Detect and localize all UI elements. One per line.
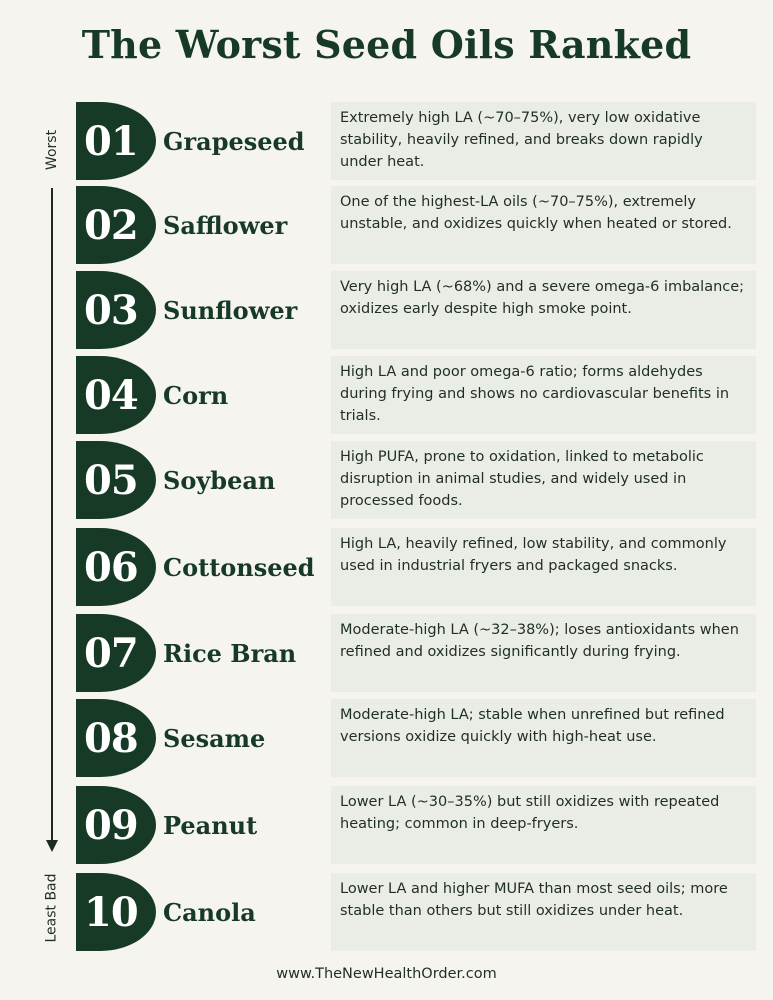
arrow-down-icon	[46, 840, 58, 852]
rank-badge: 06	[76, 528, 156, 606]
oil-row-6	[76, 528, 756, 606]
oil-description: High PUFA, prone to oxidation, linked to metabolic disruption in animal studies, and widely used in processed foods.	[331, 441, 756, 519]
oil-description: Moderate-high LA (~32–38%); loses antioxidants when refined and oxidizes significantly during frying.	[331, 614, 756, 692]
axis-line	[51, 188, 53, 843]
rank-badge: 09	[76, 786, 156, 864]
oil-name: Safflower	[163, 210, 288, 240]
oil-name: Cottonseed	[163, 552, 315, 582]
oil-row-10	[76, 873, 756, 951]
oil-name: Corn	[163, 380, 229, 410]
oil-row-8	[76, 699, 756, 777]
oil-row-2	[76, 186, 756, 264]
rank-badge: 01	[76, 102, 156, 180]
oil-description: Lower LA and higher MUFA than most seed oils; more stable than others but still oxidizes under heat.	[331, 873, 756, 951]
rank-badge: 04	[76, 356, 156, 434]
oil-name: Canola	[163, 897, 256, 927]
oil-row-4	[76, 356, 756, 434]
oil-name: Soybean	[163, 465, 276, 495]
rank-badge: 03	[76, 271, 156, 349]
oil-row-7	[76, 614, 756, 692]
axis-label-least-bad: Least Bad	[44, 873, 60, 943]
oil-description: High LA and poor omega-6 ratio; forms aldehydes during frying and shows no cardiovascular benefits in trials.	[331, 356, 756, 434]
rank-badge: 05	[76, 441, 156, 519]
oil-description: Extremely high LA (~70–75%), very low oxidative stability, heavily refined, and breaks down rapidly under heat.	[331, 102, 756, 180]
oil-row-3	[76, 271, 756, 349]
rank-badge: 02	[76, 186, 156, 264]
website-url: www.TheNewHealthOrder.com	[276, 966, 497, 982]
rank-badge: 10	[76, 873, 156, 951]
oil-name: Sesame	[163, 723, 266, 753]
rank-badge: 08	[76, 699, 156, 777]
oil-name: Grapeseed	[163, 126, 305, 156]
oil-description: One of the highest-LA oils (~70–75%), extremely unstable, and oxidizes quickly when heated or stored.	[331, 186, 756, 264]
oil-row-9	[76, 786, 756, 864]
oil-description: Very high LA (~68%) and a severe omega-6 imbalance; oxidizes early despite high smoke point.	[331, 271, 756, 349]
oil-name: Sunflower	[163, 295, 298, 325]
oil-row-5	[76, 441, 756, 519]
rank-badge: 07	[76, 614, 156, 692]
oil-row-1	[76, 102, 756, 180]
oil-description: Moderate-high LA; stable when unrefined but refined versions oxidize quickly with high-heat use.	[331, 699, 756, 777]
page-title: The Worst Seed Oils Ranked	[81, 22, 692, 67]
ranking-axis	[32, 100, 72, 960]
oil-description: High LA, heavily refined, low stability, and commonly used in industrial fryers and packaged snacks.	[331, 528, 756, 606]
oil-name: Peanut	[163, 810, 258, 840]
axis-label-worst: Worst	[44, 129, 61, 171]
oil-description: Lower LA (~30–35%) but still oxidizes with repeated heating; common in deep-fryers.	[331, 786, 756, 864]
oil-name: Rice Bran	[163, 638, 297, 668]
